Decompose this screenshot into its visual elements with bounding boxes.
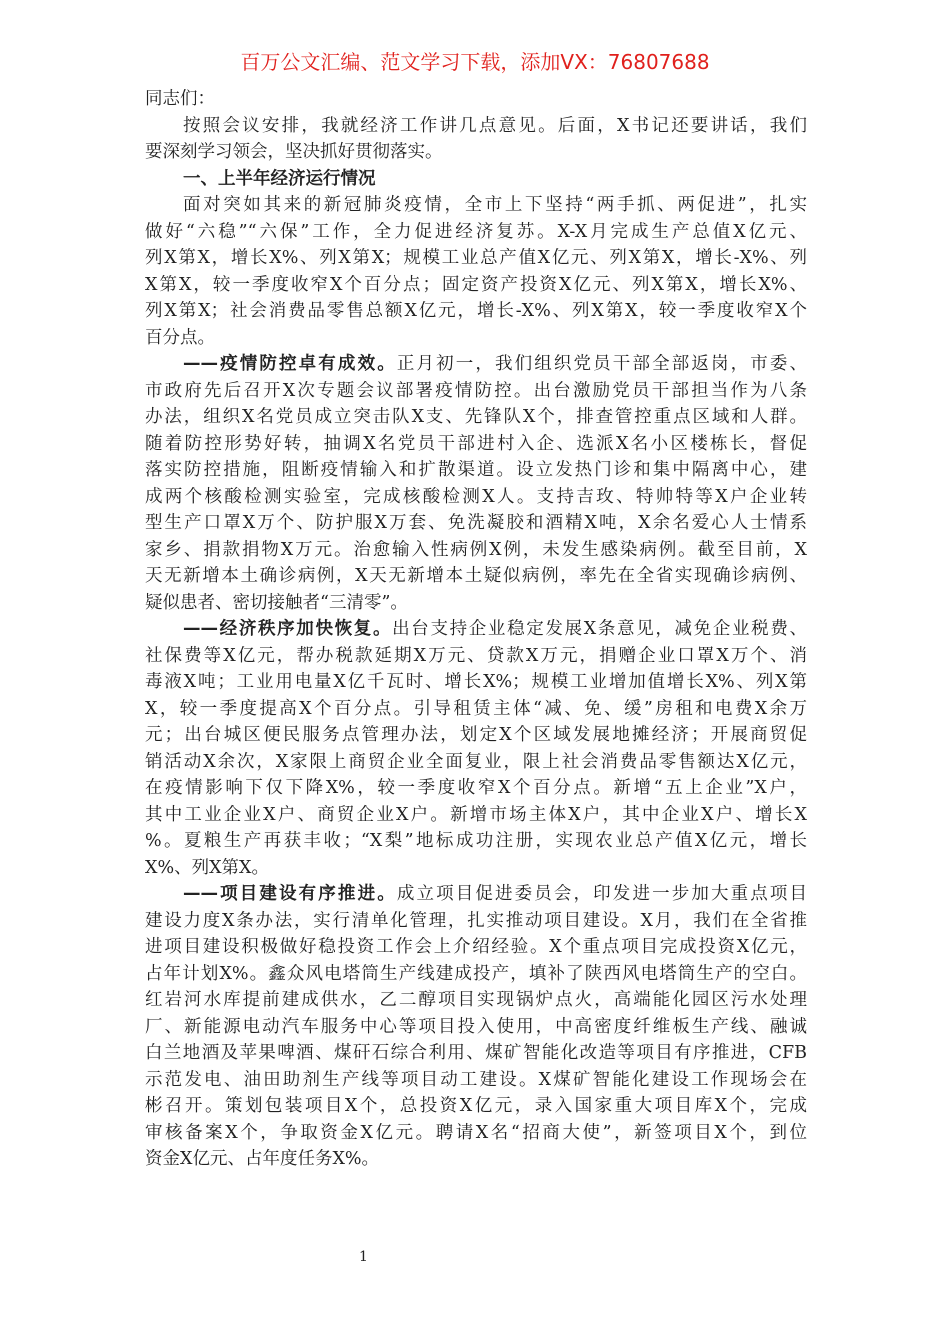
paragraph [145,113,807,166]
section-heading [145,166,807,193]
line-text: X第X，较一季度收窄X个百分点；固定资产投资X亿元、列X第X，增长X%、 [145,274,807,295]
text-line [145,378,807,405]
text-line [145,590,807,617]
paragraph [145,192,807,351]
line-text: 资金X亿元、占年度任务X%。 [145,1149,380,1169]
text-line [145,722,807,749]
line-text: 型生产口罩X万个、防护服X万套、免洗凝胶和酒精X吨，X余名爱心人士情系 [145,513,807,533]
line-text: 彬召开。策划包装项目X个，总投资X亿元，录入国家重大项目库X个，完成 [145,1096,807,1116]
text-line [145,245,807,272]
salutation [145,86,807,113]
text-line [145,908,807,935]
line-text: 市政府先后召开X次专题会议部署疫情防控。出台激励党员干部担当作为八条 [145,380,807,401]
text-line [145,669,807,696]
line-text: 进项目建设积极做好稳投资工作会上介绍经验。X个重点项目完成投资X亿元， [145,937,807,957]
text-line [145,431,807,458]
line-text: 同志们： [145,89,215,109]
line-text: 面对突如其来的新冠肺炎疫情，全市上下坚持“两手抓、两促进”，扎实 [183,195,807,215]
text-line [145,404,807,431]
paragraph [145,616,807,881]
line-text: 厂、新能源电动汽车服务中心等项目投入使用，中高密度纤维板生产线、融诚 [145,1016,807,1037]
text-line [145,696,807,723]
text-line [145,1067,807,1094]
line-text: 元；出台城区便民服务点管理办法，划定X个区域发展地摊经济；开展商贸促 [145,725,807,745]
line-text: 一、上半年经济运行情况 [183,168,376,189]
line-text: 按照会议安排，我就经济工作讲几点意见。后面，X书记还要讲话，我们 [183,115,807,136]
text-line [145,643,807,670]
line-text: X，较一季度提高X个百分点。引导租赁主体“减、免、缓”房租和电费X余万 [145,698,807,719]
text-line [145,166,807,193]
line-text: 百分点。 [145,327,215,348]
text-line [145,775,807,802]
line-text: 疑似患者、密切接触者“三清零”。 [145,592,408,613]
text-line [145,86,807,113]
paragraph [145,351,807,616]
page-number: 1 [359,1249,368,1265]
text-line [145,272,807,299]
line-text: 审核备案X个，争取资金X亿元。聘请X名“招商大使”，新签项目X个，到位 [145,1122,807,1143]
line-text: 销活动X余次，X家限上商贸企业全面复业，限上社会消费品零售额达X亿元， [145,751,807,772]
line-text: 列X第X，增长X%、列X第X；规模工业总产值X亿元、列X第X，增长-X%、列 [145,248,807,268]
line-text: 随着防控形势好转，抽调X名党员干部进村入企、选派X名小区楼栋长，督促 [145,433,807,454]
text-line [145,802,807,829]
text-line [145,881,807,908]
text-line [145,457,807,484]
text-line [145,537,807,564]
paragraph-lead: ——疫情防控卓有成效。 [183,354,397,374]
text-line [145,616,807,643]
text-line [145,1014,807,1041]
line-text: 成立项目促进委员会，印发进一步加大重点项目 [396,884,808,904]
text-line [145,563,807,590]
paragraph [145,881,807,1173]
text-line [145,192,807,219]
text-line [145,139,807,166]
line-text: 落实防控措施，阻断疫情输入和扩散渠道。设立发热门诊和集中隔离中心，建 [145,460,807,480]
line-text: 占年计划X%。鑫众风电塔筒生产线建成投产，填补了陕西风电塔筒生产的空白。 [145,963,807,984]
line-text: 列X第X；社会消费品零售总额X亿元，增长-X%、列X第X，较一季度收窄X个 [145,301,807,321]
watermark-banner: 百万公文汇编、范文学习下载，添加VX：76807688 [240,50,710,74]
paragraph-lead: ——项目建设有序推进。 [183,884,397,904]
line-text: 要深刻学习领会，坚决抓好贯彻落实。 [145,142,443,162]
line-text: 成两个核酸检测实验室，完成核酸检测X人。支持吉玫、特帅特等X户企业转 [145,486,807,507]
line-text: 天无新增本土确诊病例，X天无新增本土疑似病例，率先在全省实现确诊病例、 [145,566,807,586]
text-line [145,219,807,246]
line-text: 出台支持企业稳定发展X条意见，减免企业税费、 [392,619,807,639]
text-line [145,1120,807,1147]
line-text: 红岩河水库提前建成供水，乙二醇项目实现锅炉点火，高端能化园区污水处理 [145,990,807,1010]
text-line [145,510,807,537]
text-line [145,351,807,378]
line-text: 在疫情影响下仅下降X%，较一季度收窄X个百分点。新增“五上企业”X户， [145,778,807,798]
line-text: 家乡、捐款捐物X万元。治愈输入性病例X例，未发生感染病例。截至目前，X [145,539,807,560]
line-text: 办法，组织X名党员成立突击队X支、先锋队X个，排查管控重点区域和人群。 [145,407,807,427]
text-line [145,987,807,1014]
line-text: 毒液X吨；工业用电量X亿千瓦时、增长X%；规模工业增加值增长X%、列X第 [145,672,807,692]
text-line [145,1093,807,1120]
text-line [145,325,807,352]
line-text: 正月初一，我们组织党员干部全部返岗，市委、 [396,354,808,374]
line-text: 其中工业企业X户、商贸企业X户。新增市场主体X户，其中企业X户、增长X [145,804,807,825]
text-line [145,1040,807,1067]
text-line [145,113,807,140]
text-line [145,934,807,961]
line-text: 白兰地酒及苹果啤酒、煤矸石综合利用、煤矿智能化改造等项目有序推进，CFB [145,1043,807,1063]
text-line [145,749,807,776]
line-text: 做好“六稳”“六保”工作，全力促进经济复苏。X-X月完成生产总值X亿元、 [145,221,807,242]
line-text: 社保费等X亿元，帮办税款延期X万元、贷款X万元，捐赠企业口罩X万个、消 [145,645,807,666]
text-line [145,828,807,855]
text-line [145,298,807,325]
text-line [145,855,807,882]
document-body [145,86,807,1173]
paragraph-lead: ——经济秩序加快恢复。 [183,619,393,639]
line-text: 示范发电、油田助剂生产线等项目动工建设。X煤矿智能化建设工作现场会在 [145,1069,807,1090]
text-line [145,961,807,988]
line-text: 建设力度X条办法，实行清单化管理，扎实推动项目建设。X月，我们在全省推 [145,910,807,931]
line-text: X%、列X第X。 [145,857,270,878]
line-text: %。夏粮生产再获丰收；“X梨”地标成功注册，实现农业总产值X亿元，增长 [145,831,807,851]
text-line [145,1146,807,1173]
text-line [145,484,807,511]
